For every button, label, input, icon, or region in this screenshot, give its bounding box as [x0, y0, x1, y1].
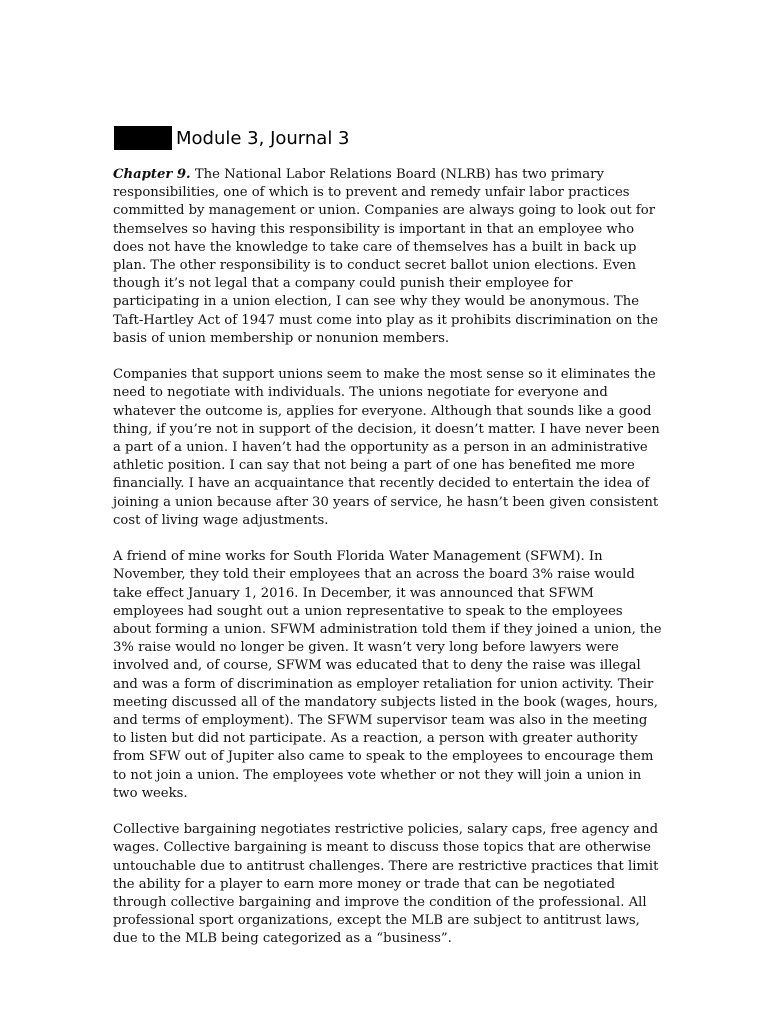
title-row: [114, 125, 350, 151]
paragraph-3: A friend of mine works for South Florida Water Management (SFWM). In November, they told their employees that an across the board 3% raise would take effect January 1, 2016. In December, it was announced that SFWM employees had sought out a union representative to speak to the employees about forming a union. SFWM administration told them if they joined a union, the 3% raise would no longer be given. It wasn’t very long before lawyers were involved and, of course, SFWM was educated that to deny the raise was illegal and was a form of discrimination as employer retaliation for union activity. Their meeting discussed all of the mandatory subjects listed in the book (wages, hours, and terms of employment). The SFWM supervisor team was also in the meeting to listen but did not participate. As a reaction, a person with greater authority from SFW out of Jupiter also came to speak to the employees to encourage them to not join a union. The employees vote whether or not they will join a union in two weeks.: [113, 549, 662, 801]
paragraph-1: [113, 166, 663, 348]
paragraph-2: Companies that support unions seem to make the most sense so it eliminates the need to negotiate with individuals. The unions negotiate for everyone and whatever the outcome is, applies for everyone. Although that sounds like a good thing, if you’re not in support of the decision, it doesn’t matter. I have never been a part of a union. I haven’t had the opportunity as a person in an administrative athletic position. I can say that not being a part of one has benefited me more financially. I have an acquaintance that recently decided to entertain the idea of joining a union because after 30 years of service, he hasn’t been given consistent cost of living wage adjustments.: [113, 367, 660, 528]
page-title: Module 3, Journal 3: [176, 127, 350, 149]
chapter-heading: Chapter 9.: [113, 167, 191, 182]
redaction-box: [114, 126, 172, 150]
paragraph-1-text: The National Labor Relations Board (NLRB) has two primary responsibilities, one of which is to prevent and remedy unfair labor practices committed by management or union. Companies are always going to look out for themselves so having this responsibility is important in that an employee who does not have the knowledge to take care of themselves has a built in back up plan. The other responsibility is to conduct secret ballot union elections. Even though it’s not legal that a company could punish their employee for participating in a union election, I can see why they would be anonymous. The Taft-Hartley Act of 1947 must come into play as it prohibits discrimination on the basis of union membership or nonunion members.: [113, 167, 659, 346]
document-body: [113, 166, 663, 967]
paragraph-4: Collective bargaining negotiates restrictive policies, salary caps, free agency and wages. Collective bargaining is meant to discuss those topics that are otherwise untouchable due to antitrust challenges. There are restrictive practices that limit the ability for a player to earn more money or trade that can be negotiated through collective bargaining and improve the condition of the professional. All professional sport organizations, except the MLB are subject to antitrust laws, due to the MLB being categorized as a “business”.: [113, 822, 659, 947]
